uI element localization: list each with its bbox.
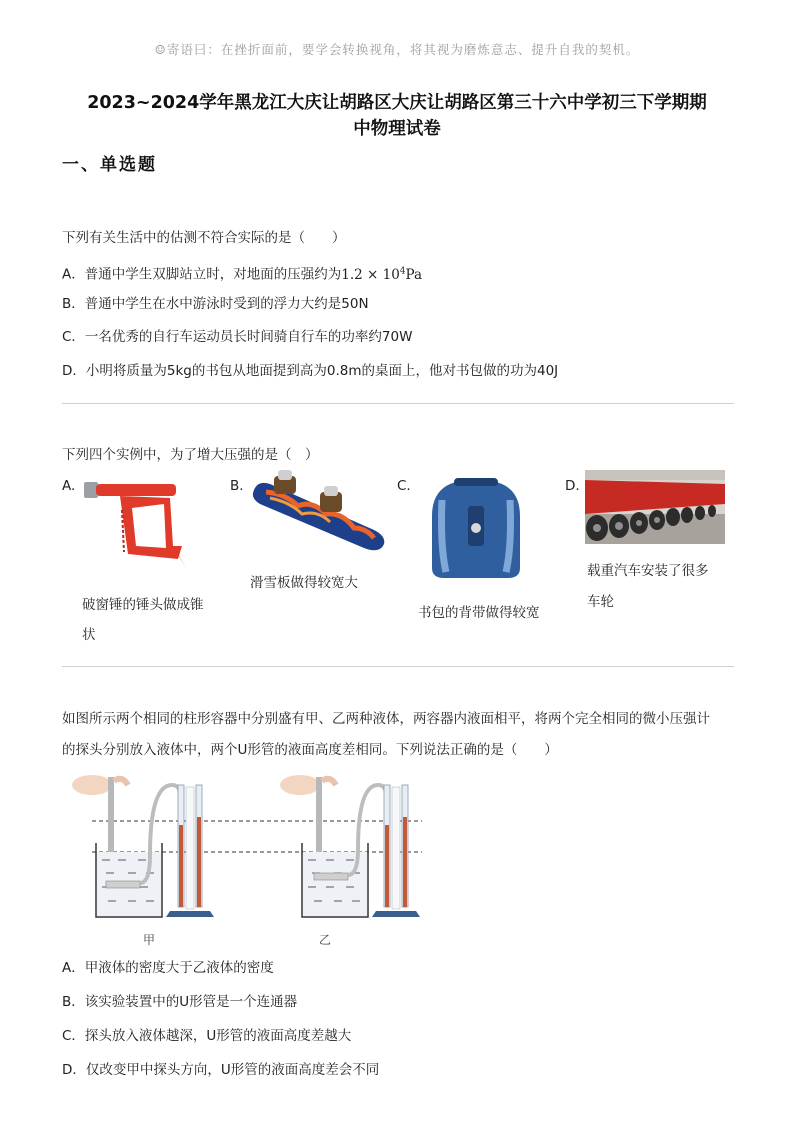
truck-image — [585, 470, 725, 544]
q2-option-d-label[interactable]: D. — [565, 478, 580, 494]
hammer-top-bar — [96, 484, 176, 496]
q2-caption-c: 书包的背带做得较宽 — [418, 605, 540, 621]
q1-option-a[interactable] — [62, 261, 422, 285]
snowboard-image — [246, 470, 388, 556]
q2-stem: 下列四个实例中，为了增大压强的是（ ） — [62, 447, 319, 463]
q2-option-a-label[interactable]: A. — [62, 478, 76, 494]
q2-caption-d-line1: 载重汽车安装了很多 — [587, 563, 709, 579]
q3-option-d[interactable]: D．仅改变甲中探头方向，U形管的液面高度差会不同 — [62, 1062, 380, 1078]
hammer-metal-head — [84, 482, 98, 498]
backpack-image — [424, 476, 528, 584]
q1-option-b[interactable]: B．普通中学生在水中游泳时受到的浮力大约是50N — [62, 296, 369, 312]
hammer-image — [78, 474, 188, 574]
q3-option-c[interactable]: C．探头放入液体越深，U形管的液面高度差越大 — [62, 1028, 352, 1044]
q2-caption-b: 滑雪板做得较宽大 — [250, 575, 358, 591]
q3-stem-line2: 的探头分别放入液体中，两个U形管的液面高度差相同。下列说法正确的是（ ） — [62, 742, 558, 758]
divider — [62, 403, 734, 404]
q1-option-d[interactable]: D．小明将质量为5kg的书包从地面提到高为0.8m的桌面上，他对书包做的功为40J — [62, 363, 559, 379]
q2-caption-d-line2: 车轮 — [587, 594, 614, 610]
q1-math-mantissa: 1.2 × 10 — [341, 266, 400, 283]
q1-math-exponent: 4 — [399, 266, 406, 276]
binding-left — [274, 470, 296, 494]
q1-option-c[interactable]: C．一名优秀的自行车运动员长时间骑自行车的功率约70W — [62, 329, 413, 345]
hand-left — [72, 775, 112, 795]
q3-stem-line1: 如图所示两个相同的柱形容器中分别盛有甲、乙两种液体，两容器内液面相平，将两个完全相同的微小压强计 — [62, 711, 710, 727]
divider — [62, 666, 734, 667]
setup-right — [280, 775, 420, 917]
q3-option-a[interactable]: A．甲液体的密度大于乙液体的密度 — [62, 960, 274, 976]
hand-right — [280, 775, 320, 795]
exam-title-line2: 中物理试卷 — [353, 119, 441, 139]
figure-label-left: 甲 — [143, 933, 156, 947]
q2-option-c-label[interactable]: C. — [397, 478, 411, 494]
q2-caption-a-line1: 破窗锤的锤头做成锥 — [82, 597, 204, 613]
exam-title-line1: 2023~2024学年黑龙江大庆让胡路区大庆让胡路区第三十六中学初三下学期期 — [87, 93, 707, 113]
section-title: 一、单选题 — [62, 155, 157, 175]
q1-stem: 下列有关生活中的估测不符合实际的是（ ） — [62, 230, 346, 246]
hammer-handle-hole — [132, 504, 166, 548]
motto-text: ☺寄语曰：在挫折面前，要学会转换视角，将其视为磨炼意志、提升自我的契机。 — [154, 42, 640, 57]
q2-option-b-label[interactable]: B. — [230, 478, 244, 494]
q3-option-b[interactable]: B．该实验装置中的U形管是一个连通器 — [62, 994, 298, 1010]
binding-right — [320, 486, 342, 512]
pressure-gauge-figure — [62, 765, 434, 925]
exam-title — [40, 90, 754, 142]
q2-caption-a-line2: 状 — [82, 627, 96, 643]
q1-option-a-text: A．普通中学生双脚站立时，对地面的压强约为 — [62, 266, 342, 283]
figure-label-right: 乙 — [319, 933, 332, 947]
q1-option-a-math — [341, 267, 422, 283]
setup-left — [72, 775, 214, 917]
q1-math-unit: Pa — [405, 266, 423, 283]
